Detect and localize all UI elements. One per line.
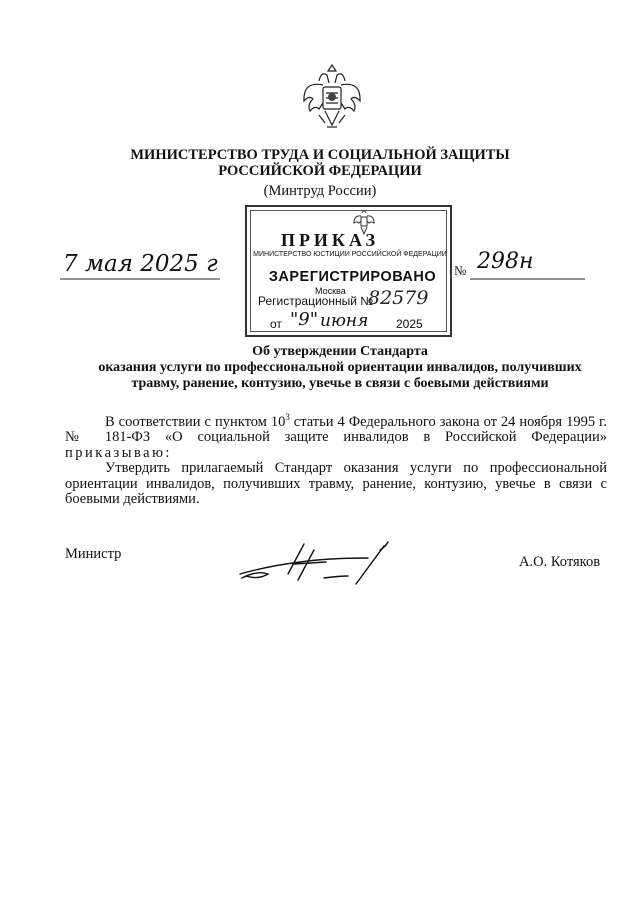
ministry-line-2: РОССИЙСКОЙ ФЕДЕРАЦИИ — [218, 163, 422, 179]
stamp-status: ЗАРЕГИСТРИРОВАНО — [268, 269, 437, 285]
stamp-reg-number: 82579 — [368, 287, 429, 309]
body-p1-superscript: 3 — [285, 412, 290, 422]
handwritten-signature — [228, 540, 408, 590]
order-body — [65, 410, 607, 508]
document-type: ПРИКАЗ — [280, 230, 380, 250]
signatory-position: Министр — [65, 546, 122, 562]
body-paragraph-1 — [65, 410, 607, 461]
order-number-underline — [470, 277, 585, 281]
ministry-name — [0, 147, 640, 179]
body-p1-middle: статьи 4 Федерального закона от 24 ноября 1995 г. № 181-ФЗ «О социальной защите инвалидов в Российской Федерации» — [65, 413, 607, 446]
stamp-date-prefix: от — [270, 317, 282, 331]
order-number: 298н — [477, 249, 534, 274]
title-line-1: Об утверждении Стандарта — [252, 344, 428, 359]
body-p1-order-word: приказываю: — [65, 444, 172, 461]
title-line-2: оказания услуги по профессиональной ориентации инвалидов, получивших — [98, 360, 582, 375]
coat-of-arms-icon — [301, 63, 363, 133]
stamp-date-month: июня — [320, 311, 369, 331]
order-date: 7 мая 2025 г — [63, 251, 218, 277]
order-title — [0, 344, 640, 392]
order-number-label: № — [454, 263, 467, 278]
stamp-reg-number-label: Регистрационный № — [258, 294, 374, 308]
body-p1-start: В соответствии с пунктом 10 — [105, 413, 286, 430]
body-paragraph-2: Утвердить прилагаемый Стандарт оказания услуги по профессиональной ориентации инвалидов, получивших травму, ранение, контузию, увечье в связи с боевыми действиями. — [65, 460, 607, 508]
signatory-name: А.О. Котяков — [519, 554, 601, 570]
title-line-3: травму, ранение, контузию, увечье в связи с боевыми действиями — [131, 376, 549, 391]
stamp-date-day: "9" — [290, 309, 319, 330]
order-date-underline — [60, 277, 220, 281]
stamp-organization: МИНИСТЕРСТВО ЮСТИЦИИ РОССИЙСКОЙ ФЕДЕРАЦИИ — [253, 251, 447, 258]
ministry-short-name: (Минтруд России) — [263, 183, 377, 199]
stamp-city: Москва — [315, 286, 346, 296]
stamp-date-year: 2025 — [396, 317, 423, 331]
ministry-line-1: МИНИСТЕРСТВО ТРУДА И СОЦИАЛЬНОЙ ЗАЩИТЫ — [130, 147, 510, 163]
